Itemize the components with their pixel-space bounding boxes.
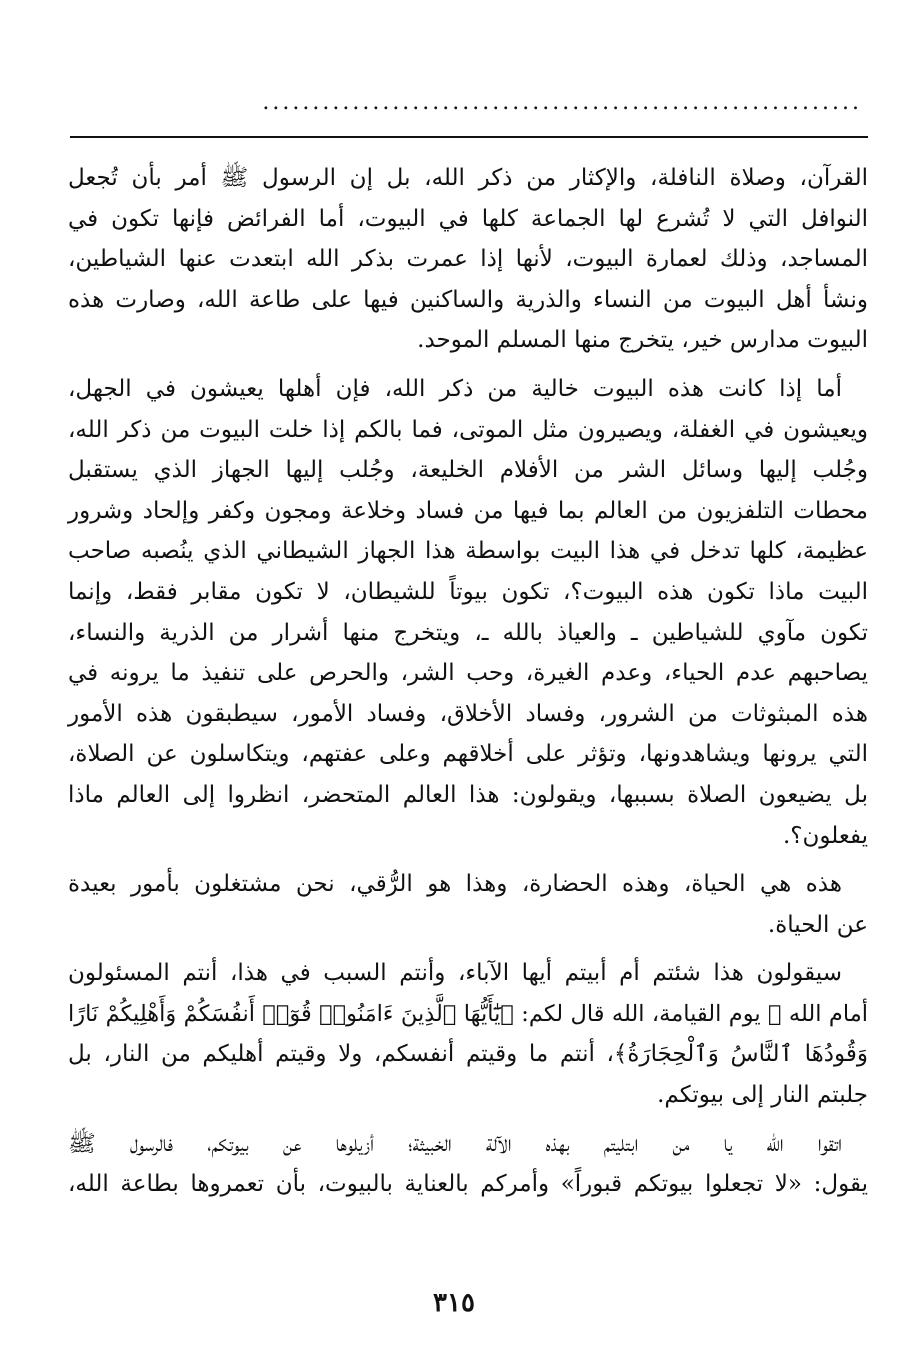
hadith-line: يقول: «لا تجعلوا بيوتكم قبوراً» وأمركم بالعناية بالبيوت، بأن تعمروها بطاعة الله،	[68, 1171, 868, 1198]
paragraph	[68, 369, 868, 856]
text-line: التي يرونها ويشاهدونها، وتؤثر على أخلاقهم وعلى عفتهم، ويتكاسلون عن الصلاة،	[68, 741, 868, 768]
page-number: ٣١٥	[433, 1288, 475, 1318]
quran-verse-line: أمام الله ﷺ يوم القيامة، الله قال لكم: ﴿يَٰٓأَيُّهَا ٱلَّذِينَ ءَامَنُوا۟ قُوٓا۟ أَنفُسَكُمْ وَأَهْلِيكُمْ نَارًا	[68, 1000, 868, 1027]
text-line: هذه هي الحياة، وهذه الحضارة، وهذا هو الرُّقي، نحن مشتغلون بأمور بعيدة	[68, 871, 842, 898]
text-line: يفعلون؟.	[782, 822, 868, 849]
paragraph	[68, 158, 868, 361]
header-rule	[70, 136, 868, 138]
text-line: عظيمة، كلها تدخل في هذا البيت بواسطة هذا الجهاز الشيطاني الذي ينُصبه صاحب	[68, 538, 868, 565]
paragraph	[68, 1124, 868, 1205]
text-line: ويعيشون في الغفلة، ويصيرون مثل الموتى، فما بالكم إذا خلت البيوت من ذكر الله،	[68, 416, 868, 443]
text-line: جلبتم النار إلى بيوتكم.	[657, 1082, 868, 1109]
paragraph	[68, 864, 868, 945]
text-line: بل يضيعون الصلاة بسببها، ويقولون: هذا العالم المتحضر، انظروا إلى العالم ماذا	[68, 781, 868, 808]
text-line: يصاحبهم عدم الحياء، وعدم الغيرة، وحب الشر، والحرص على تنفيذ ما يرونه في	[68, 660, 868, 687]
text-line: النوافل التي لا تُشرع لها الجماعة كلها في البيوت، أما الفرائض فإنها تكون في	[68, 205, 868, 232]
paragraph	[68, 953, 868, 1115]
text-line: القرآن، وصلاة النافلة، والإكثار من ذكر الله، بل إن الرسول ﷺ أمر بأن تُجعل	[68, 165, 868, 191]
text-line: البيوت مدارس خير، يتخرج منها المسلم الموحد.	[417, 327, 868, 354]
header-dots: ............................................................	[262, 90, 862, 115]
text-line: اتقوا الله يا من ابتليتم بهذه الآلة الخبيثة؛ أزيلوها عن بيوتكم، فالرسول ﷺ	[68, 1130, 842, 1157]
text-line: محطات التلفزيون من العالم بما فيها من فساد وخلاعة ومجون وكفر وإلحاد وشرور	[68, 497, 868, 524]
text-line: تكون مآوي للشياطين ـ والعياذ بالله ـ، ويتخرج منها أشرار من الذرية والنساء،	[68, 619, 868, 646]
text-line: هذه المبثوثات من الشرور، وفساد الأخلاق، وفساد الأمور، سيطبقون هذه الأمور	[68, 700, 868, 727]
text-line: وجُلب إليها وسائل الشر من الأفلام الخليعة، وجُلب إليها الجهاز الذي يستقبل	[68, 457, 868, 484]
quran-verse-line: وَقُودُهَا ٱلنَّاسُ وَٱلْحِجَارَةُ﴾، أنتم ما وقيتم أنفسكم، ولا وقيتم أهليكم من النار، بل	[68, 1041, 868, 1068]
text-line: أما إذا كانت هذه البيوت خالية من ذكر الله، فإن أهلها يعيشون في الجهل،	[68, 375, 842, 402]
text-line: المساجد، وذلك لعمارة البيوت، لأنها إذا عمرت بذكر الله ابتعدت عنها الشياطين،	[68, 246, 868, 273]
text-line: البيت ماذا تكون هذه البيوت؟، تكون بيوتاً للشيطان، لا تكون مقابر فقط، وإنما	[68, 578, 868, 605]
text-line: سيقولون هذا شئتم أم أبيتم أيها الآباء، وأنتم السبب في هذا، أنتم المسئولون	[68, 960, 842, 987]
text-line: عن الحياة.	[767, 911, 868, 938]
page-body	[68, 158, 868, 1205]
text-line: ونشأ أهل البيوت من النساء والذرية والساكنين فيها على طاعة الله، وصارت هذه	[68, 286, 868, 313]
